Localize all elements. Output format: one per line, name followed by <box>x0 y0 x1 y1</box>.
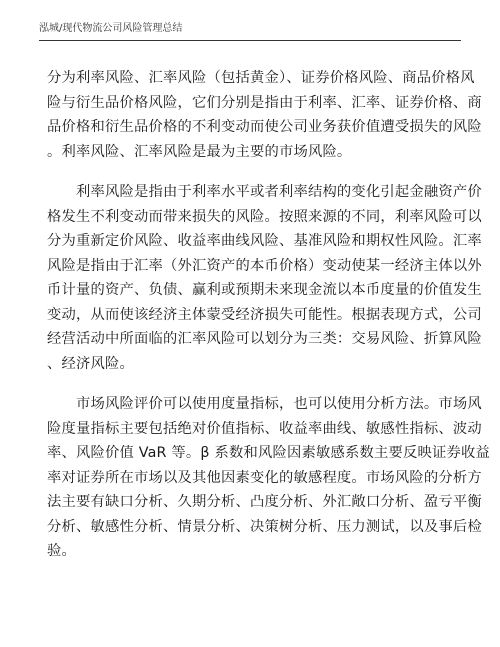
paragraph-1 <box>47 66 482 164</box>
paragraph-line: 分为重新定价风险、收益率曲线风险、基准风险和期权性风险。汇率 <box>47 233 482 249</box>
paragraph-line: 险度量指标主要包括绝对价值指标、收益率曲线、敏感性指标、波动 <box>47 420 482 437</box>
paragraph-line: 分析、敏感性分析、情景分析、决策树分析、压力测试，以及事后检 <box>47 518 482 535</box>
page-header <box>39 22 461 41</box>
paragraph-line: 。利率风险、汇率风险是最为主要的市场风险。 <box>47 143 352 160</box>
paragraph-line: 险与衍生品价格风险，它们分别是指由于利率、汇率、证券价格、商 <box>47 94 482 111</box>
paragraph-line: 率、风险价值 VaR 等。β 系数和风险因素敏感系数主要反映证券收益 <box>47 445 490 461</box>
paragraph-line: 、经济风险。 <box>47 355 134 372</box>
paragraph-3 <box>47 392 490 564</box>
paragraph-line: 市场风险评价可以使用度量指标，也可以使用分析方法。市场风 <box>47 396 482 412</box>
paragraph-line: 币计量的资产、负债、赢利或预期未来现金流以本币度量的价值发生 <box>47 282 482 298</box>
header-title: 泓城/现代物流公司风险管理总结 <box>39 23 183 34</box>
document-body <box>47 66 490 564</box>
paragraph-line: 利率风险是指由于利率水平或者利率结构的变化引起金融资产价 <box>47 184 482 200</box>
paragraph-line: 格发生不利变动而带来损失的风险。按照来源的不同，利率风险可以 <box>47 208 482 225</box>
paragraph-line: 品价格和衍生品价格的不利变动而使公司业务获价值遭受损失的风险 <box>47 119 482 135</box>
paragraph-line: 经营活动中所面临的汇率风险可以划分为三类：交易风险、折算风险 <box>47 331 482 347</box>
paragraph-line: 变动，从而使该经济主体蒙受经济损失可能性。根据表现方式，公司 <box>47 306 482 323</box>
paragraph-line: 分为利率风险、汇率风险（包括黄金）、证券价格风险、商品价格风 <box>47 70 475 86</box>
paragraph-line: 风险是指由于汇率（外汇资产的本币价格）变动使某一经济主体以外 <box>47 257 482 274</box>
paragraph-2 <box>47 180 482 376</box>
paragraph-line: 率对证券所在市场以及其他因素变化的敏感程度。市场风险的分析方 <box>47 469 482 486</box>
paragraph-line: 法主要有缺口分析、久期分析、凸度分析、外汇敞口分析、盈亏平衡 <box>47 494 482 510</box>
paragraph-line: 验。 <box>47 543 76 559</box>
